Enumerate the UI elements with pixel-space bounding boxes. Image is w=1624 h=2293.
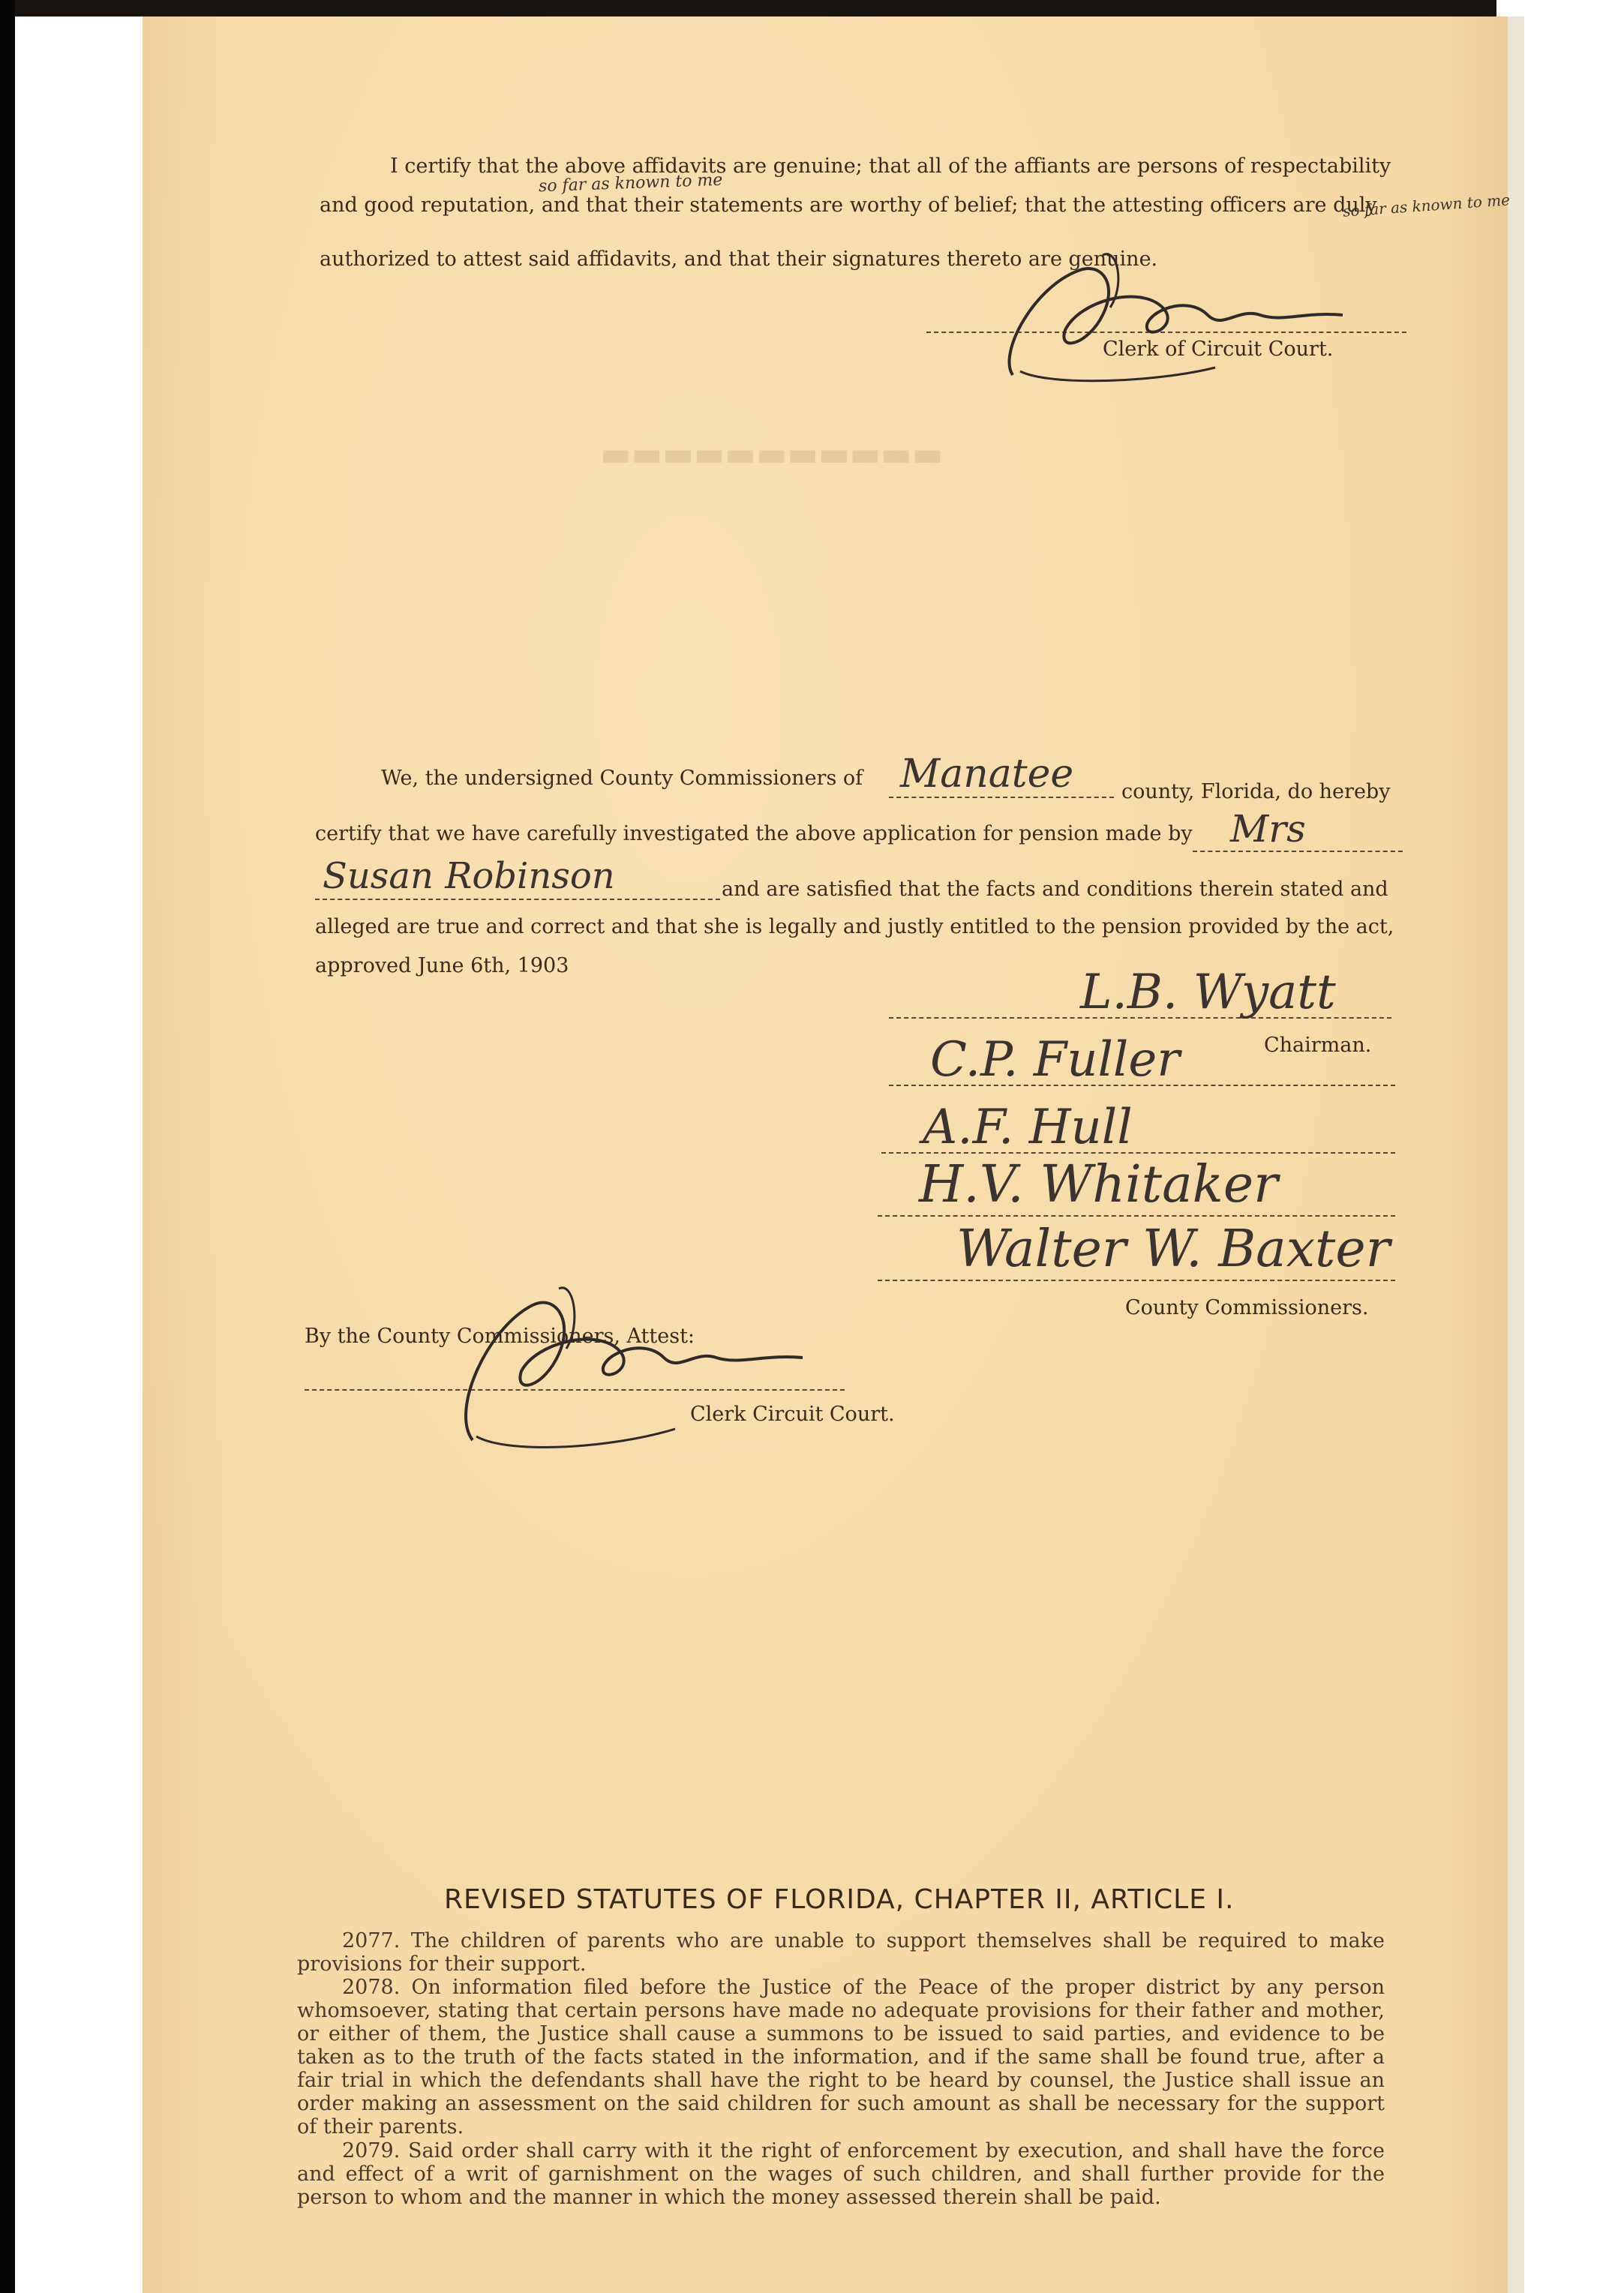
clerk-title: Clerk of Circuit Court. <box>1103 338 1334 361</box>
commissioner-line-4 <box>878 1280 1395 1281</box>
commissioner-signature-4: Walter W. Baxter <box>956 1220 1391 1279</box>
statute-2078-text: 2078. On information filed before the Justice of the Peace of the proper district by any person whomsoever, stating that certain persons have made no adequate provisions for their father and mother, or either of them, the Justice shall cause a summons to be issued to said parties, and evidence to be taken as to the truth of the facts stated in the information, and if the same shall be found true, after a fair trial in which the defendants shall have the right to be heard by counsel, the Justice shall issue an order making an assessment on the said children for such amount as shall be necessary for the support of their parents. <box>297 1976 1385 2138</box>
clerk-cert-margin-note: so far as known to me <box>1342 191 1511 221</box>
statute-2077-text: 2077. The children of parents who are unable to support themselves shall be required to make provisions for their support. <box>297 1929 1385 1976</box>
chairman-signature: L.B. Wyatt <box>1080 965 1336 1020</box>
applicant-blank-1 <box>1193 851 1403 852</box>
clerk-cert-line-1: I certify that the above affidavits are genuine; that all of the affiants are persons of respectability <box>390 155 1391 178</box>
county-blank <box>889 797 1114 798</box>
scan-top-edge <box>15 0 1496 17</box>
scan-right-edge <box>1508 17 1524 2293</box>
commissioners-text-2: county, Florida, do hereby <box>1121 780 1391 803</box>
attest-signature <box>443 1275 833 1455</box>
commissioners-text-4: and are satisfied that the facts and conditions therein stated and <box>722 878 1388 901</box>
bleed-through-mark: ▬▬▬▬▬▬▬▬▬▬▬ <box>600 435 944 473</box>
statutes-heading: REVISED STATUTES OF FLORIDA, CHAPTER II, ARTICLE I. <box>444 1884 1235 1915</box>
commissioner-signature-1: C.P. Fuller <box>930 1032 1180 1088</box>
commissioner-signature-2: A.F. Hull <box>923 1100 1133 1155</box>
county-name: Manatee <box>900 752 1074 797</box>
statute-2079 <box>297 2139 1385 2209</box>
statute-2079-text: 2079. Said order shall carry with it the right of enforcement by execution, and shall have the force and effect of a writ of garnishment on the wages of such children, and shall further provide for the person to whom and the manner in which the money assessed therein shall be paid. <box>297 2139 1385 2209</box>
commissioners-text-1: We, the undersigned County Commissioners of <box>381 767 863 790</box>
commissioner-signature-3: H.V. Whitaker <box>919 1155 1278 1214</box>
statute-2078 <box>297 1976 1385 2138</box>
applicant-blank-2 <box>315 899 720 900</box>
clerk-cert-insertion: so far as known to me <box>538 170 723 197</box>
chairman-label: Chairman. <box>1264 1034 1372 1057</box>
clerk-signature <box>990 240 1380 390</box>
statute-2077 <box>297 1929 1385 1976</box>
attest-title: Clerk Circuit Court. <box>690 1403 895 1426</box>
commissioners-text-5: alleged are true and correct and that she is legally and justly entitled to the pension provided by the act, <box>315 915 1394 938</box>
applicant-name-2: Susan Robinson <box>323 855 615 897</box>
clerk-cert-line-2: and good reputation, and that their statements are worthy of belief; that the attesting officers are duly <box>320 194 1377 217</box>
commissioners-text-6: approved June 6th, 1903 <box>315 954 569 977</box>
commissioner-line-3 <box>878 1215 1395 1217</box>
scan-left-edge <box>0 0 15 2293</box>
commissioners-text-3: certify that we have carefully investigated the above application for pension made by <box>315 822 1193 845</box>
attest-label: By the County Commissioners, Attest: <box>305 1325 695 1348</box>
clerk-cert-line-3: authorized to attest said affidavits, and that their signatures thereto are genuine. <box>320 248 1158 271</box>
applicant-name-1: Mrs <box>1230 807 1306 851</box>
commissioners-label: County Commissioners. <box>1125 1296 1369 1319</box>
